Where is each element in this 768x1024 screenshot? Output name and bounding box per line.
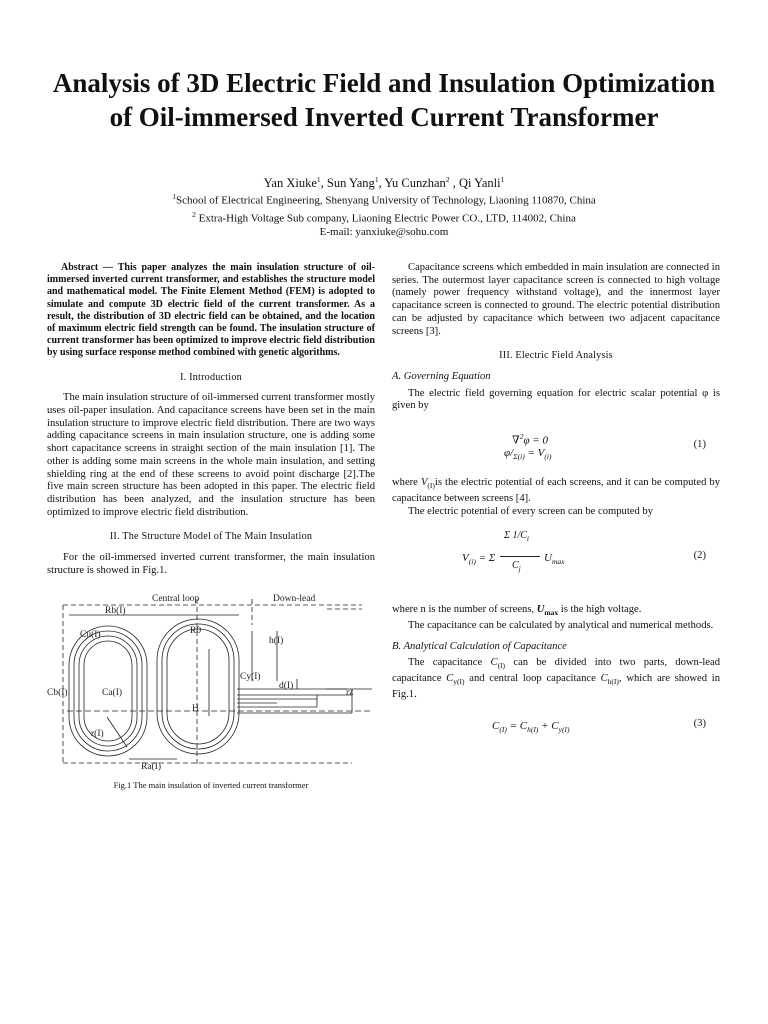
- author-list: Yan Xiuke$^1$, Sun Yang$^1$, Yu Cunzhan$^2$ , Qi Yanli$^1$: [263, 175, 505, 191]
- affiliation-1: $^1$School of Electrical Engineering, Shenyang University of Technology, Liaoning 110870, China: [172, 192, 596, 207]
- label-down-lead: Down-lead: [273, 594, 316, 605]
- equation-number: (1): [693, 439, 706, 451]
- capacitance-paragraph: The capacitance $C_{(I)}$ can be divided into two parts, down-lead capacitance $C_{y(I)}$ and central loop capacitance $C_{h(I)}$, which are showed in Fig.1.: [392, 657, 721, 701]
- label-H: H: [192, 704, 199, 715]
- author-email: E-mail: yanxiuke@sohu.com: [319, 226, 449, 238]
- right-column: [392, 262, 720, 746]
- author-name: , Yu Cunzhan: [378, 176, 446, 191]
- label-rz: rz: [346, 688, 354, 699]
- label-Cy: Cy(I): [240, 672, 261, 683]
- label-Ca: Ca(I): [102, 688, 123, 699]
- equation-3: $C_{(I)} = C_{h(I)} + C_{y(I)}$ (3): [492, 717, 706, 734]
- equation-1: ∇$^2$φ = 0 $\varphi/_{\Sigma(i)} = V_{(i)}$ (1): [504, 432, 706, 462]
- label-h: h(I): [269, 636, 284, 647]
- author-name: , Sun Yang: [320, 176, 375, 191]
- subsection-analytical-capacitance: B. Analytical Calculation of Capacitance: [392, 640, 567, 652]
- abstract: Abstract — This paper analyzes the main insulation structure of oil-immersed inverted current transformer, and establishes the structure model and mathematical model. The Finite Element Method (FEM) is adopted to simulate and compute 3D electric field of the current transformer. As a result, the distribution of 3D electric field can be obtained, and the location of maximum electric field strength can be found. The insulation structure of current transformer has been optimized to improve electric field distribution by using surface response method combined with genetic algorithms.: [47, 262, 375, 359]
- label-Ra: Ra(I): [141, 762, 162, 773]
- label-Cu: Cu(I): [80, 630, 101, 641]
- author-name: , Qi Yanli: [449, 176, 501, 191]
- potential-paragraph: where $V_{(I)}is$ the electric potential of each screens, and it can be computed by capacitance between screens [4].: [392, 477, 721, 504]
- governing-equation-paragraph: The electric field governing equation for electric scalar potential φ is given by: [392, 387, 720, 412]
- equation-2: $V_{(i)} = \Sigma$ Σ $1/C_i$ $C_j$ $U_{max}$ (2): [462, 530, 706, 574]
- paper-title: Analysis of 3D Electric Field and Insulation Optimization of Oil-immersed Inverted Current Transformer: [52, 68, 716, 132]
- section-heading-introduction: I. Introduction: [180, 371, 242, 383]
- subsection-governing-equation: A. Governing Equation: [392, 370, 491, 382]
- affiliation-2: $^2$ Extra-High Voltage Sub company, Liaoning Electric Power CO., LTD, 114002, China: [192, 210, 576, 225]
- figure-caption: Fig.1 The main insulation of inverted current transformer: [113, 780, 309, 791]
- label-Rb: Rb(I): [105, 606, 126, 617]
- equation-number: (3): [693, 717, 706, 729]
- label-r: r(I): [91, 729, 104, 740]
- label-d: d(I): [279, 681, 294, 692]
- label-Cb: Cb(I): [47, 688, 68, 699]
- left-column: [47, 262, 375, 792]
- potential-compute-paragraph: The electric potential of every screen can be computed by: [408, 505, 654, 517]
- methods-paragraph: The capacitance can be calculated by analytical and numerical methods.: [408, 620, 714, 632]
- label-R0: R0: [190, 626, 202, 637]
- capacitance-screens-paragraph: Capacitance screens which embedded in main insulation are connected in series. The outermost layer capacitance screen is connected to high voltage (namely power frequency withstand voltage), and the innermost layer capacitance screen is connected to ground. The electric potential distribution can be adjusted by capacitance which between two adjacent capacitance screens [3].: [392, 262, 720, 337]
- screens-number-paragraph: where n is the number of screens, $U_{max}$ is the high voltage.: [392, 604, 642, 618]
- section-heading-structure-model: II. The Structure Model of The Main Insulation: [109, 531, 313, 543]
- intro-paragraph: The main insulation structure of oil-immersed current transformer mostly uses oil-paper insulation. And capacitance screens have been set in the main insulation structure to improve electric field distribution. There are two ways adding capacitance screens in main insulation structure, one is adding some short capacitance screens in straight section of the main insulation [1]. The other is adding some main screens in the whole main insulation, and setting shielding ring at the end of these screens to avoid point discharge [2].The five main screen structure has been adopted in this paper. The electric field distribution has been analyzed, and the insulation structure has been optimized to improve electric field distribution.: [47, 392, 375, 518]
- section-heading-electric-field: III. Electric Field Analysis: [499, 350, 613, 362]
- equation-number: (2): [693, 550, 706, 562]
- figure-1-diagram: [47, 591, 375, 777]
- author-name: Yan Xiuke: [263, 176, 317, 191]
- structure-paragraph: For the oil-immersed inverted current transformer, the main insulation structure is showed in Fig.1.: [47, 552, 375, 576]
- label-central-loop: Central loop: [152, 594, 200, 605]
